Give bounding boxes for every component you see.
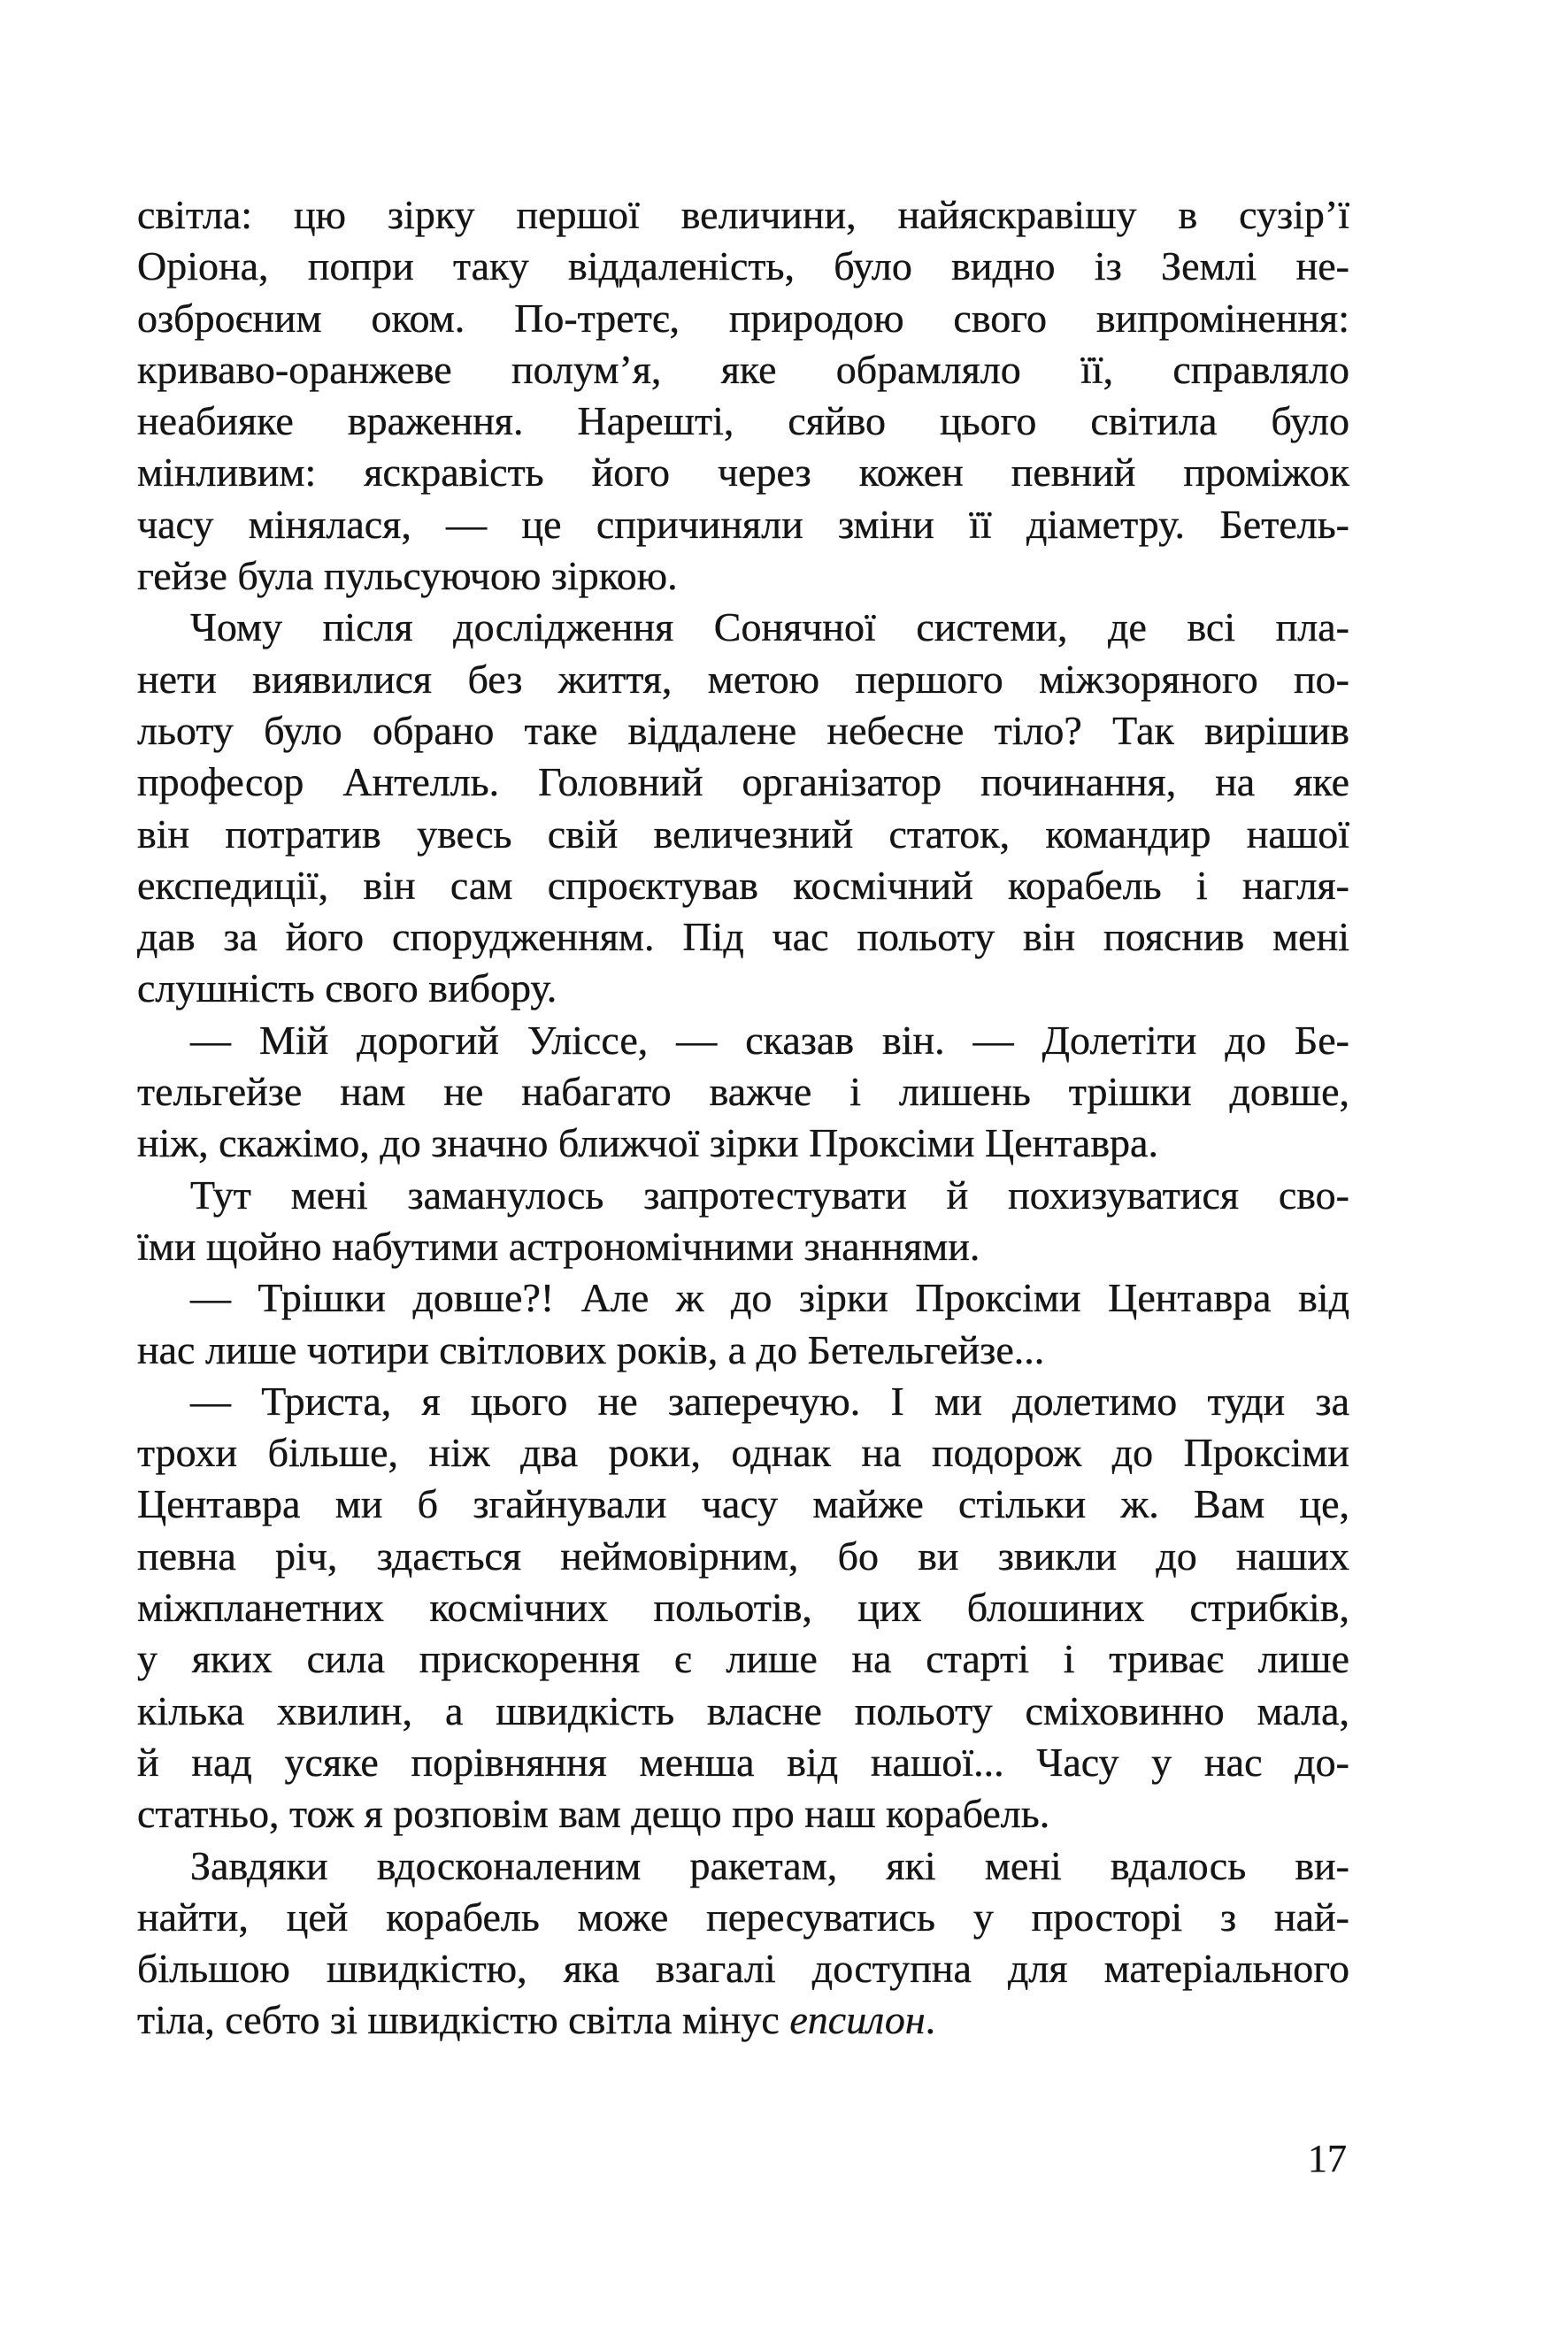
paragraph-dialogue — [137, 1376, 1349, 1840]
page-number: 17 — [1308, 2137, 1347, 2180]
text-line: Завдяки вдосконаленим ракетам, які мені вдалось ви- — [190, 1842, 1349, 1888]
text-segment: . — [925, 1997, 936, 2043]
text-line: кілька хвилин, а швидкість власне польоту сміховинно мала, — [137, 1687, 1349, 1733]
text-line: ніж, скажімо, до значно ближчої зірки Проксіми Центавра. — [137, 1120, 1158, 1166]
text-line: певна річ, здається неймовірним, бо ви звикли до наших — [137, 1533, 1349, 1579]
text-line: міжпланетних космічних польотів, цих блошиних стрибків, — [137, 1585, 1349, 1631]
paragraph-dialogue — [137, 1272, 1349, 1376]
text-line: світла: цю зірку першої величини, найяскравішу в сузір’ї — [137, 192, 1349, 237]
text-line: льоту було обрано таке віддалене небесне тіло? Так вирішив — [137, 707, 1349, 753]
italic-word: епсилон — [789, 1997, 926, 2043]
text-segment: тіла, себто зі швидкістю світла мінус — [137, 1997, 790, 2043]
text-line: професор Антелль. Головний організатор починання, на яке — [137, 759, 1349, 805]
text-line: — Мій дорогий Уліссе, — сказав він. — Долетіти до Бе- — [190, 1017, 1349, 1063]
text-line: Оріона, попри таку віддаленість, було видно із Землі не- — [137, 243, 1349, 289]
text-line: неабияке враження. Нарешті, сяйво цього світила було — [137, 398, 1349, 444]
paragraph — [137, 1170, 1349, 1273]
text-line: часу мінялася, — це спричиняли зміни її діаметру. Бетель- — [137, 501, 1349, 547]
text-line: Чому після дослідження Сонячної системи, де всі пла- — [190, 604, 1349, 650]
text-line: слушність свого вибору. — [137, 965, 557, 1011]
text-line: — Трішки довше?! Але ж до зірки Проксіми Центавра від — [190, 1275, 1349, 1321]
text-line: найти, цей корабель може пересуватись у просторі з най- — [137, 1894, 1349, 1940]
text-line: гейзе була пульсуючою зіркою. — [137, 553, 678, 599]
text-line: статньо, тож я розповім вам дещо про наш корабель. — [137, 1791, 1050, 1837]
paragraph — [137, 602, 1349, 1014]
text-line: криваво-оранжеве полум’я, яке обрамляло її, справляло — [137, 346, 1349, 392]
paragraph — [137, 1840, 1349, 2047]
text-line: у яких сила прискорення є лише на старті і триває лише — [137, 1636, 1349, 1682]
text-line: дав за його спорудженням. Під час польоту він пояснив мені — [137, 914, 1349, 960]
text-line: трохи більше, ніж два роки, однак на подорож до Проксіми — [137, 1430, 1349, 1476]
text-line: нети виявилися без життя, метою першого міжзоряного по- — [137, 656, 1349, 702]
text-line: мінливим: яскравість його через кожен певний проміжок — [137, 449, 1349, 496]
text-line: й над усяке порівняння менша від нашої... Часу у нас до- — [137, 1739, 1349, 1785]
text-line: їми щойно набутими астрономічними знаннями. — [137, 1223, 980, 1269]
paragraph-dialogue — [137, 1015, 1349, 1170]
text-line: більшою швидкістю, яка взагалі доступна для матеріального — [137, 1946, 1349, 1992]
page-text — [137, 189, 1349, 2047]
text-line: тельгейзе нам не набагато важче і лишень трішки довше, — [137, 1069, 1349, 1115]
text-line: експедиції, він сам спроєктував космічний корабель і нагля- — [137, 862, 1349, 908]
text-line: — Триста, я цього не заперечую. І ми долетимо туди за — [190, 1378, 1349, 1424]
paragraph — [137, 189, 1349, 602]
text-line: нас лише чотири світлових років, а до Бетельгейзе... — [137, 1326, 1045, 1372]
text-line: Центавра ми б згайнували часу майже стільки ж. Вам це, — [137, 1481, 1349, 1527]
text-line: Тут мені заманулось запротестувати й похизуватися сво- — [190, 1172, 1349, 1218]
text-line: озброєним оком. По-третє, природою свого випромінення: — [137, 295, 1349, 341]
text-line — [137, 1994, 1349, 2046]
text-line: він потратив увесь свій величезний статок, командир нашої — [137, 811, 1349, 857]
